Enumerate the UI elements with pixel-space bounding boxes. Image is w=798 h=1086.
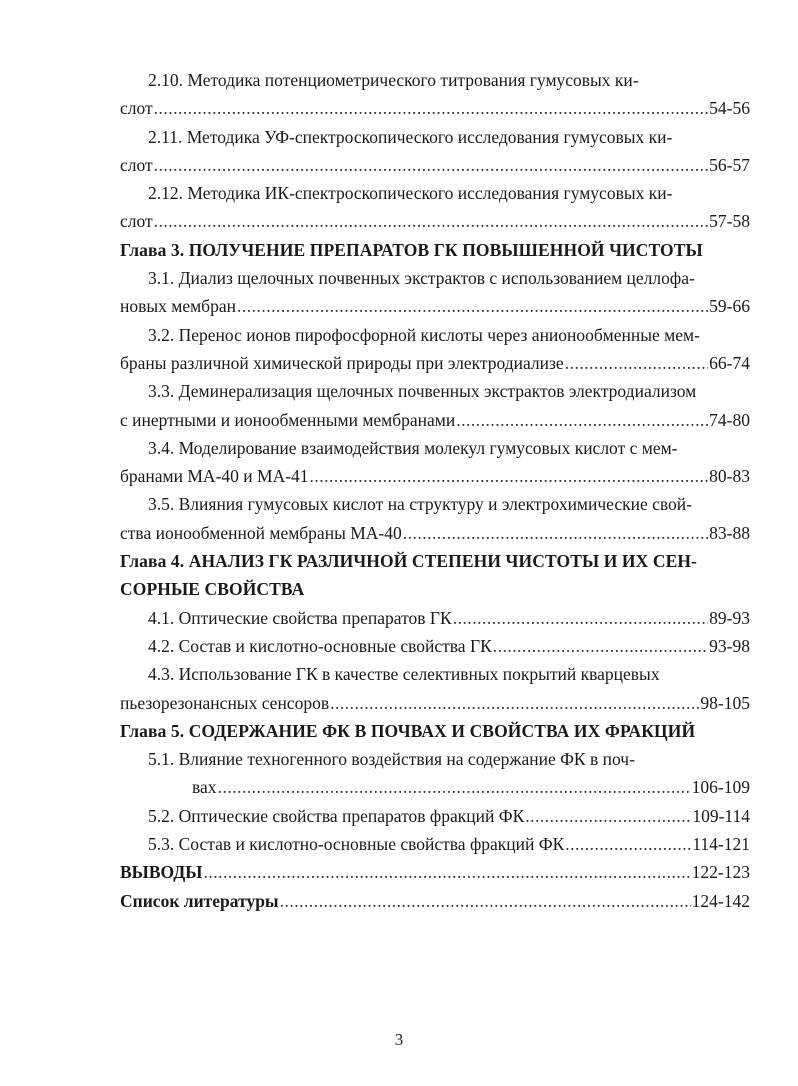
toc-references-text: Список литературы bbox=[120, 890, 279, 911]
toc-3-1-pages: 59-66 bbox=[709, 296, 750, 317]
toc-4-3-line2 bbox=[120, 689, 750, 717]
leader-dots bbox=[493, 632, 708, 660]
toc-3-4-text: бранами МА-40 и МА-41 bbox=[120, 466, 309, 487]
toc-3-4-line2 bbox=[120, 462, 750, 490]
toc-2-11-line2 bbox=[120, 151, 750, 179]
toc-2-12-pages: 57-58 bbox=[709, 211, 750, 232]
toc-conclusions-text: ВЫВОДЫ bbox=[120, 862, 203, 883]
toc-2-10-line1: 2.10. Методика потенциометрического титрования гумусовых ки- bbox=[148, 70, 639, 90]
table-of-contents bbox=[120, 66, 750, 915]
toc-5-2 bbox=[120, 802, 750, 830]
toc-4-2-text: 4.2. Состав и кислотно-основные свойства ГК bbox=[148, 635, 492, 656]
toc-3-5-line2 bbox=[120, 519, 750, 547]
leader-dots bbox=[330, 689, 699, 717]
toc-3-5-pages: 83-88 bbox=[709, 522, 750, 543]
toc-2-11-line1: 2.11. Методика УФ-спектроскопического исследования гумусовых ки- bbox=[148, 126, 673, 147]
leader-dots bbox=[237, 292, 708, 320]
leader-dots bbox=[310, 462, 709, 490]
toc-3-2-line2 bbox=[120, 349, 750, 377]
toc-3-4-line1: 3.4. Моделирование взаимодействия молекул гумусовых кислот с мем- bbox=[148, 437, 678, 458]
toc-3-4-pages: 80-83 bbox=[709, 466, 750, 487]
toc-2-10-pages: 54-56 bbox=[709, 98, 750, 119]
toc-5-3-text: 5.3. Состав и кислотно-основные свойства фракций ФК bbox=[148, 834, 565, 855]
leader-dots bbox=[456, 406, 708, 434]
toc-3-1-line2 bbox=[120, 292, 750, 320]
toc-3-2-text: браны различной химической природы при электродиализе bbox=[120, 352, 564, 373]
toc-5-1-line1: 5.1. Влияние техногенного воздействия на содержание ФК в поч- bbox=[148, 749, 635, 770]
toc-3-1-line1: 3.1. Диализ щелочных почвенных экстрактов с использованием целлофа- bbox=[148, 268, 695, 289]
toc-references bbox=[120, 887, 750, 915]
toc-4-1 bbox=[120, 604, 750, 632]
toc-5-2-pages: 109-114 bbox=[692, 805, 750, 826]
toc-chapter-5: Глава 5. СОДЕРЖАНИЕ ФК В ПОЧВАХ И СВОЙСТВА ИХ ФРАКЦИЙ bbox=[120, 720, 696, 741]
toc-2-12-line2 bbox=[120, 207, 750, 235]
leader-dots bbox=[525, 802, 691, 830]
toc-3-1-text: новых мембран bbox=[120, 296, 236, 317]
toc-chapter-3: Глава 3. ПОЛУЧЕНИЕ ПРЕПАРАТОВ ГК ПОВЫШЕННОЙ ЧИСТОТЫ bbox=[120, 239, 703, 260]
toc-5-2-text: 5.2. Оптические свойства препаратов фракций ФК bbox=[148, 805, 525, 826]
toc-5-1-line2 bbox=[120, 773, 750, 801]
toc-4-1-text: 4.1. Оптические свойства препаратов ГК bbox=[148, 607, 452, 628]
leader-dots bbox=[154, 94, 709, 122]
toc-2-12-line1: 2.12. Методика ИК-спектроскопического исследования гумусовых ки- bbox=[148, 183, 673, 204]
toc-2-10-line2 bbox=[120, 94, 750, 122]
toc-5-3-pages: 114-121 bbox=[692, 834, 750, 855]
toc-3-5-line1: 3.5. Влияния гумусовых кислот на структуру и электрохимические свой- bbox=[148, 494, 693, 515]
toc-3-2-pages: 66-74 bbox=[709, 352, 750, 373]
toc-4-3-text: пьезорезонансных сенсоров bbox=[120, 692, 330, 713]
toc-4-3-pages: 98-105 bbox=[700, 692, 750, 713]
leader-dots bbox=[565, 349, 708, 377]
toc-5-3 bbox=[120, 830, 750, 858]
toc-4-3-line1: 4.3. Использование ГК в качестве селективных покрытий кварцевых bbox=[148, 664, 660, 685]
leader-dots bbox=[154, 151, 709, 179]
leader-dots bbox=[280, 887, 691, 915]
toc-conclusions bbox=[120, 858, 750, 886]
toc-5-1-pages: 106-109 bbox=[691, 777, 750, 798]
leader-dots bbox=[403, 519, 708, 547]
toc-4-1-pages: 89-93 bbox=[709, 607, 750, 628]
toc-3-3-pages: 74-80 bbox=[709, 409, 750, 430]
toc-chapter-4-line2: СОРНЫЕ СВОЙСТВА bbox=[120, 579, 305, 600]
toc-2-11-pages: 56-57 bbox=[709, 154, 750, 175]
toc-2-11-text: слот bbox=[120, 154, 153, 175]
toc-3-2-line1: 3.2. Перенос ионов пирофосфорной кислоты через анионообменные мем- bbox=[148, 324, 700, 345]
toc-4-2 bbox=[120, 632, 750, 660]
toc-3-3-text: с инертными и ионообменными мембранами bbox=[120, 409, 456, 430]
leader-dots bbox=[565, 830, 691, 858]
leader-dots bbox=[453, 604, 708, 632]
toc-conclusions-pages: 122-123 bbox=[691, 862, 750, 883]
toc-3-3-line2 bbox=[120, 406, 750, 434]
toc-2-10-text: слот bbox=[120, 98, 153, 119]
toc-references-pages: 124-142 bbox=[691, 890, 750, 911]
leader-dots bbox=[154, 207, 709, 235]
toc-4-2-pages: 93-98 bbox=[709, 635, 750, 656]
leader-dots bbox=[218, 773, 691, 801]
page-number: 3 bbox=[394, 1030, 404, 1049]
leader-dots bbox=[204, 858, 691, 886]
toc-3-5-text: ства ионообменной мембраны МА-40 bbox=[120, 522, 402, 543]
toc-3-3-line1: 3.3. Деминерализация щелочных почвенных экстрактов электродиализом bbox=[148, 381, 697, 402]
toc-2-12-text: слот bbox=[120, 211, 153, 232]
toc-chapter-4-line1: Глава 4. АНАЛИЗ ГК РАЗЛИЧНОЙ СТЕПЕНИ ЧИСТОТЫ И ИХ СЕН- bbox=[120, 551, 697, 572]
toc-5-1-text: вах bbox=[192, 777, 217, 798]
